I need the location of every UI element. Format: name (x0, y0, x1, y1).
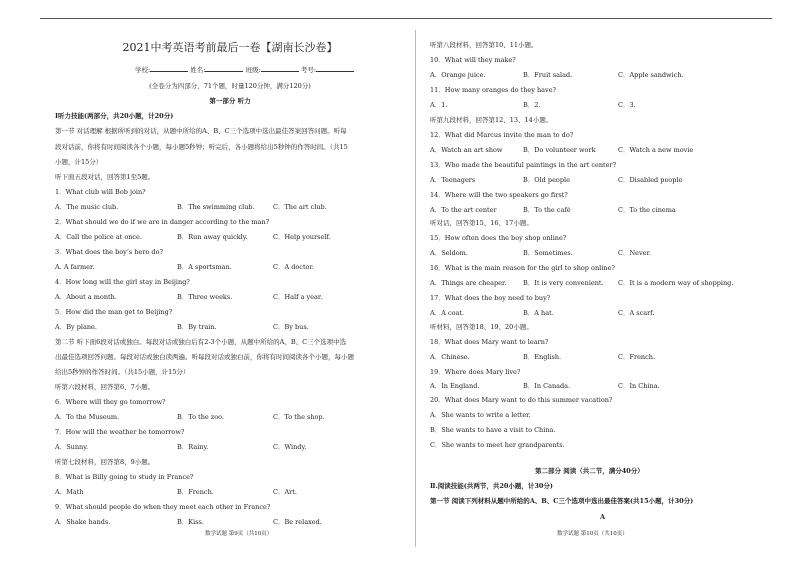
q18-option-a[interactable]: A．Chinese. (430, 353, 470, 361)
q10-option-b[interactable]: B．Fruit salad. (523, 71, 573, 79)
q16-option-c[interactable]: C．It is a modern way of shopping. (618, 279, 734, 287)
part1-heading: 第一部分 听力 (209, 97, 251, 105)
material-10: 听对话，回答第15、16、17小题。 (430, 219, 533, 227)
q15-option-c[interactable]: C．Never. (618, 249, 651, 257)
q1-option-a[interactable]: A．The music club. (55, 203, 119, 211)
q13-option-c[interactable]: C．Disabled people (618, 176, 683, 184)
question-5: 5．How did the man get to Beijing? (55, 308, 173, 316)
q14-option-a[interactable]: A．To the art center (430, 206, 497, 214)
question-16: 16．What is the main reason for the girl to shop online? (430, 264, 615, 272)
section1-desc-3: 小题，计15分） (55, 158, 103, 166)
question-14: 14．Where will the two speakers go first? (430, 191, 568, 199)
q3-option-c[interactable]: C．A doctor. (273, 263, 314, 271)
part2-heading: 第二部分 阅读（共二节，满分40分） (535, 467, 644, 475)
question-19: 19．Where does Mary live? (430, 368, 521, 376)
q11-option-a[interactable]: A．1. (430, 101, 448, 109)
q7-option-a[interactable]: A．Sunny. (55, 443, 89, 451)
question-18: 18．What does Mary want to learn? (430, 338, 549, 346)
exam-title: 2021中考英语考前最后一卷【湖南长沙卷】 (122, 41, 338, 54)
exam-number-field[interactable] (316, 71, 354, 72)
q3-option-b[interactable]: B．A sportsman. (177, 263, 232, 271)
material-7: 听第七段材料，回答第8、9小题。 (55, 458, 155, 466)
q7-option-c[interactable]: C．Windy. (273, 443, 307, 451)
q13-option-a[interactable]: A．Teenagers (430, 176, 476, 184)
question-1: 1．What club will Bob join? (55, 188, 146, 196)
q17-option-c[interactable]: C．A scarf. (618, 309, 655, 317)
section2-title: Ⅱ.阅读技能(共两节，共20小题，计30分) (430, 482, 553, 490)
material-6: 听第六段材料，回答第6、7小题。 (55, 383, 155, 391)
name-field[interactable] (205, 71, 243, 72)
name-label: 姓名: (190, 66, 206, 74)
section2-desc-3: 给出5秒钟的作答时间。（共15小题，计15分） (55, 368, 190, 376)
q19-option-a[interactable]: A．In England. (430, 382, 480, 390)
q20-option-c[interactable]: C．She wants to meet her grandparents. (430, 441, 565, 449)
q5-option-b[interactable]: B．By train. (177, 323, 217, 331)
material-8: 听第八段材料，回答第10、11小题。 (430, 41, 538, 49)
q14-option-c[interactable]: C．To the cinema (618, 206, 676, 214)
question-3: 3．What does the boy’s hero do? (55, 248, 163, 256)
q15-option-a[interactable]: A．Seldom. (430, 249, 468, 257)
question-20: 20．What does Mary want to do this summer vacation? (430, 396, 613, 404)
question-17: 17．What does the boy need to buy? (430, 294, 551, 302)
question-2: 2．What should we do if we are in danger according to the man? (55, 218, 270, 226)
question-7: 7．How will the weather be tomorrow? (55, 428, 185, 436)
score-note: (全卷分为四部分，71个题，时量120分钟，满分120分) (149, 82, 311, 90)
q1-option-c[interactable]: C．The art club. (273, 203, 327, 211)
q7-option-b[interactable]: B．Rainy. (177, 443, 209, 451)
q9-option-b[interactable]: B．Kiss. (177, 518, 204, 526)
q5-option-c[interactable]: C．By bus. (273, 323, 309, 331)
q19-option-c[interactable]: C．In China. (618, 382, 660, 390)
class-label: 班级: (245, 66, 261, 74)
q1-option-b[interactable]: B．The swimming club. (177, 203, 255, 211)
q18-option-b[interactable]: B．English. (523, 353, 562, 361)
q17-option-b[interactable]: B．A hat. (523, 309, 554, 317)
q17-option-a[interactable]: A．A coat. (430, 309, 465, 317)
q20-option-a[interactable]: A．She wants to write a letter. (430, 411, 531, 419)
section2-desc-2: 出最佳选项回答问题。每段对话或独白读两遍。听每段对话或独白前，你将有时间阅读各个小题，每小题 (55, 353, 354, 361)
q10-option-c[interactable]: C．Apple sandwich. (618, 71, 684, 79)
question-6: 6．Where will they go tomorrow? (55, 398, 166, 406)
question-8: 8．What is Billy going to study in France? (55, 473, 194, 481)
q6-option-c[interactable]: C．To the shop. (273, 413, 325, 421)
q2-option-b[interactable]: B．Run away quickly. (177, 233, 248, 241)
q16-option-b[interactable]: B．It is very convenient. (523, 279, 604, 287)
material-9: 听第九段材料，回答第12、13、14小题。 (430, 116, 553, 124)
question-10: 10．What will they make? (430, 56, 516, 64)
material-11: 听材料，回答第18、19、20小题。 (430, 323, 533, 331)
q3-option-a[interactable]: A. A farmer. (55, 263, 95, 271)
student-info-row (135, 67, 354, 74)
question-12: 12．What did Marcus invite the man to do? (430, 131, 574, 139)
q18-option-c[interactable]: C．French. (618, 353, 656, 361)
left-page-footer: 数学试题 第9页（共10页） (205, 531, 273, 537)
q8-option-a[interactable]: A．Math (55, 488, 84, 496)
q11-option-b[interactable]: B．2. (523, 101, 541, 109)
instruction-q1-5: 听下面五段对话，回答第1至5题。 (55, 173, 155, 181)
q9-option-a[interactable]: A．Shake hands. (55, 518, 111, 526)
q6-option-b[interactable]: B．To the zoo. (177, 413, 225, 421)
q8-option-b[interactable]: B．French. (177, 488, 214, 496)
q2-option-a[interactable]: A．Call the police at once. (55, 233, 142, 241)
exam-number-label: 考号: (300, 66, 317, 74)
section1-title: Ⅰ听力技能(两部分，共20小题，计20分) (55, 112, 174, 120)
top-rule (40, 18, 772, 19)
section2-subtitle: 第一节 阅读下列材料从题中所给的A、B、C三个选项中选出最佳答案(共15小题，计30分) (430, 497, 694, 505)
q6-option-a[interactable]: A．To the Museum. (55, 413, 120, 421)
q19-option-b[interactable]: B．In Canada. (523, 382, 571, 390)
q15-option-b[interactable]: B．Sometimes. (523, 249, 573, 257)
q14-option-b[interactable]: B．To the café (523, 206, 571, 214)
q4-option-a[interactable]: A．About a month. (55, 293, 117, 301)
passage-label: A (599, 513, 606, 521)
section2-desc-1: 第二节 听下面6段对话或独白。每段对话或独白后有2-3个小题，从题中所给的A、B、C三个选项中选 (55, 338, 347, 346)
q4-option-b[interactable]: B．Three weeks. (177, 293, 233, 301)
q10-option-a[interactable]: A．Orange juice. (430, 71, 486, 79)
section1-desc-1: 第一节 对话理解 根据所听到的对话，从题中所给的A、B、C三个选项中选出最佳答案回答问题。听每 (55, 127, 347, 135)
column-divider (415, 30, 416, 547)
school-label: 学校: (135, 66, 151, 74)
q5-option-a[interactable]: A．By plane. (55, 323, 97, 331)
school-field[interactable] (150, 71, 188, 72)
q12-option-a[interactable]: A．Watch an art show (430, 146, 503, 154)
question-13: 13．Who made the beautiful paintings in the art center? (430, 161, 617, 169)
q4-option-c[interactable]: C．Half a year. (273, 293, 323, 301)
q12-option-c[interactable]: C．Watch a new movie (618, 146, 694, 154)
class-field[interactable] (261, 71, 299, 72)
section1-desc-2: 段对话前，你将有时间阅读各个小题，每小题5秒钟；听完后，各小题将给出5秒钟的作答时间。（共15 (55, 143, 348, 151)
q11-option-c[interactable]: C．3. (618, 101, 636, 109)
q8-option-c[interactable]: C．Art. (273, 488, 297, 496)
right-page-footer: 数学试题 第10页（共10页） (557, 531, 628, 537)
q9-option-c[interactable]: C．Be relaxed. (273, 518, 322, 526)
q13-option-b[interactable]: B．Old people (523, 176, 570, 184)
question-15: 15．How often does the boy shop online? (430, 234, 567, 242)
q20-option-b[interactable]: B．She wants to have a visit to China. (430, 426, 556, 434)
question-9: 9．What should people do when they meet each other in France? (55, 503, 271, 511)
q16-option-a[interactable]: A．Things are cheaper. (430, 279, 507, 287)
q2-option-c[interactable]: C．Help yourself. (273, 233, 331, 241)
q12-option-b[interactable]: B．Do volunteer work (523, 146, 596, 154)
question-11: 11．How many oranges do they have? (430, 86, 557, 94)
question-4: 4．How long will the girl stay in Beijing? (55, 278, 190, 286)
